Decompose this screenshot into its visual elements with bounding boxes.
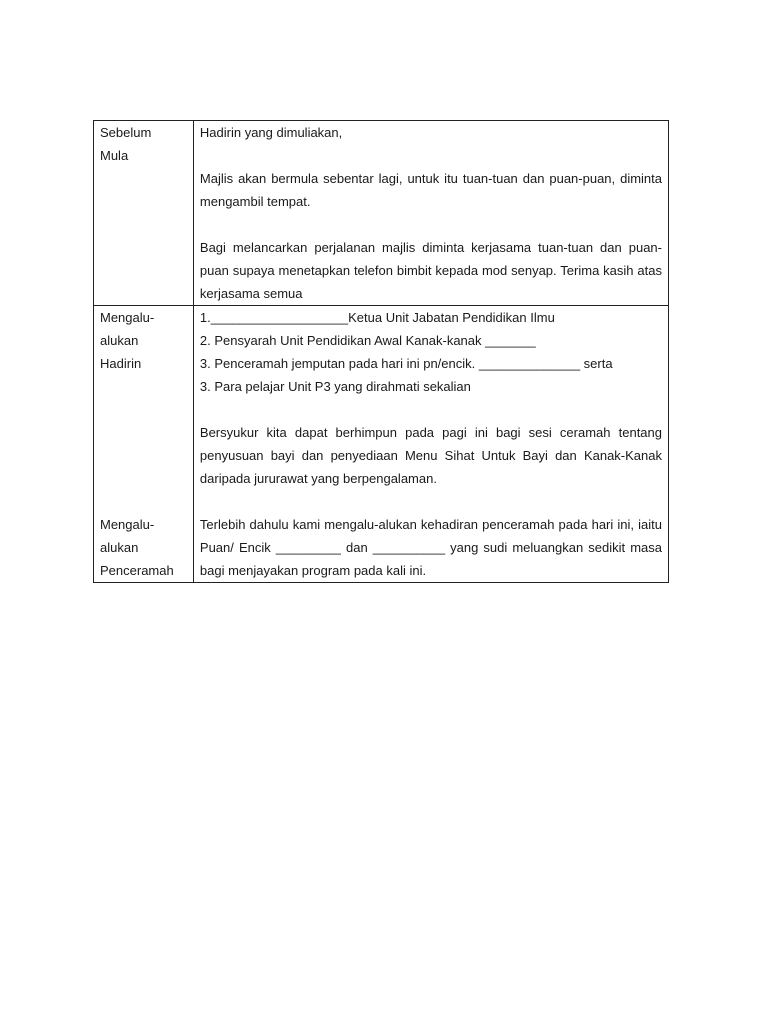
- table-row: [94, 306, 669, 583]
- table-row: [94, 121, 669, 306]
- row-label-line: alukan: [100, 333, 139, 348]
- list-item: 3. Para pelajar Unit P3 yang dirahmati sekalian: [199, 379, 471, 394]
- row-label-line: alukan: [100, 540, 139, 555]
- paragraph: Bersyukur kita dapat berhimpun pada pagi ini bagi sesi ceramah tentang penyusuan bayi dan penyediaan Menu Sihat Untuk Bayi dan Kanak-Kanak daripada jururawat yang berpengalaman.: [199, 425, 662, 486]
- spacer: [200, 398, 662, 421]
- row-label-cell: [94, 306, 194, 583]
- spacer: [100, 375, 187, 513]
- script-table: [93, 120, 669, 583]
- row-label-line: Mula: [100, 148, 129, 163]
- row-label-line: Mengalu-: [100, 310, 155, 325]
- paragraph: Bagi melancarkan perjalanan majlis diminta kerjasama tuan-tuan dan puan-puan supaya menetapkan telefon bimbit kepada mod senyap. Terima kasih atas kerjasama semua: [199, 240, 662, 301]
- paragraph: Majlis akan bermula sebentar lagi, untuk itu tuan-tuan dan puan-puan, diminta mengambil tempat.: [199, 171, 662, 209]
- list-item: 3. Penceramah jemputan pada hari ini pn/encik. ______________ serta: [199, 356, 613, 371]
- row-label-line: Hadirin: [100, 356, 142, 371]
- list-item: 1.___________________Ketua Unit Jabatan Pendidikan Ilmu: [199, 310, 555, 325]
- paragraph: Terlebih dahulu kami mengalu-alukan kehadiran penceramah pada hari ini, iaitu Puan/ Encik _________ dan __________ yang sudi meluangkan sedikit masa bagi menjayakan program pada kali ini.: [199, 517, 662, 578]
- row-label-line: Mengalu-: [100, 517, 155, 532]
- row-label-line: Sebelum: [100, 125, 152, 140]
- list-item: 2. Pensyarah Unit Pendidikan Awal Kanak-kanak _______: [199, 333, 536, 348]
- row-content-cell: [193, 306, 668, 583]
- row-content-cell: [193, 121, 668, 306]
- row-label-cell: [94, 121, 194, 306]
- row-label-line: Penceramah: [100, 563, 174, 578]
- paragraph: Hadirin yang dimuliakan,: [199, 125, 343, 140]
